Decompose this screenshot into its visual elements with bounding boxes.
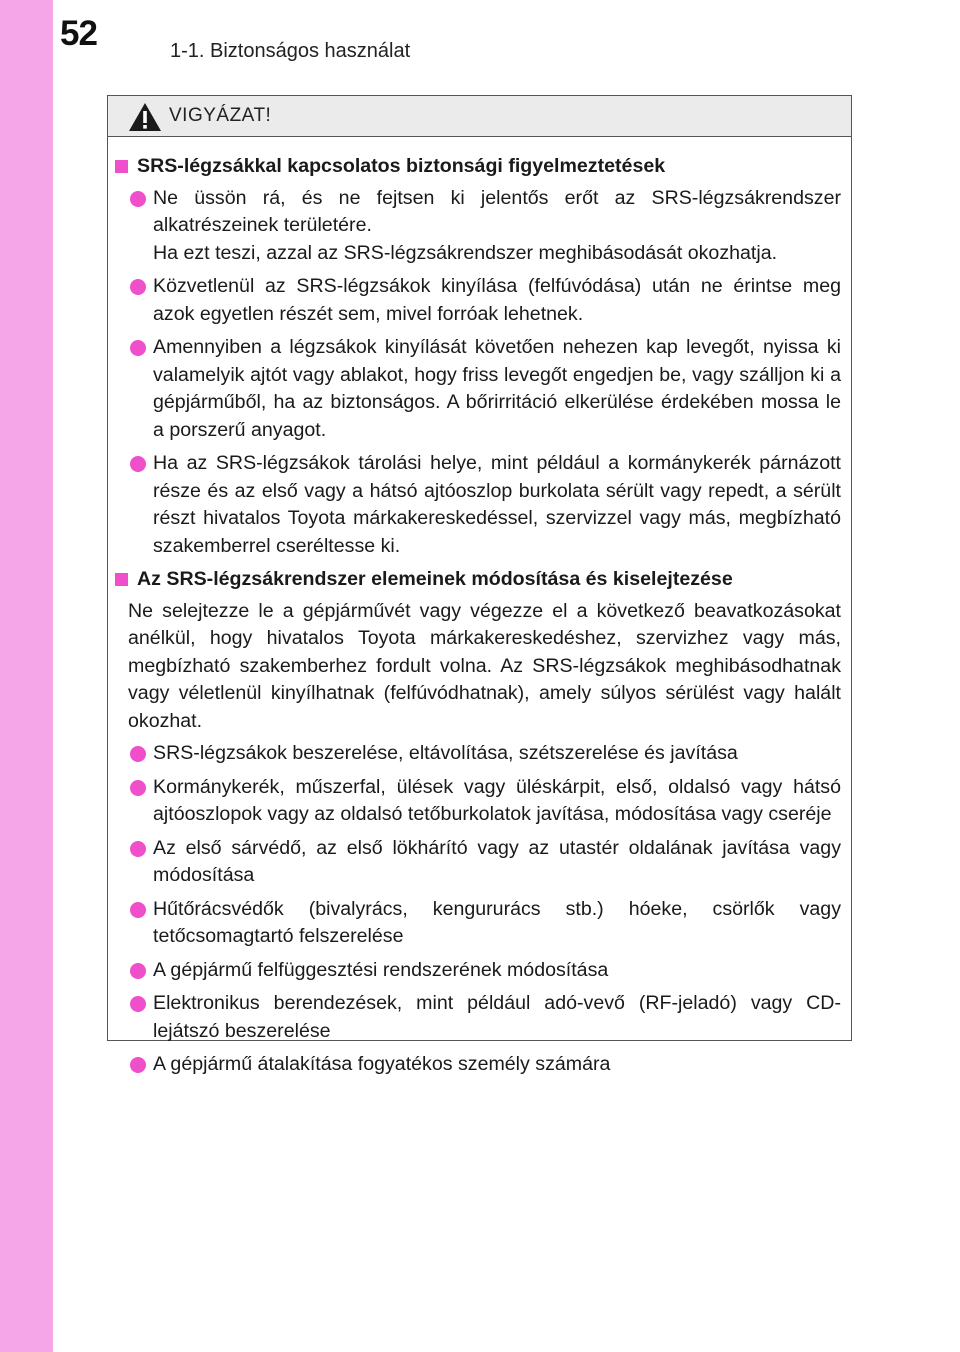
section-title: 1-1. Biztonságos használat <box>170 40 411 62</box>
caution-title: VIGYÁZAT! <box>169 105 272 126</box>
section-heading <box>115 153 841 181</box>
list-item <box>115 957 841 985</box>
list-item-text: Ha az SRS-légzsákok tárolási helye, mint például a kormánykerék párnázott része és az első vagy a hátsó ajtóoszlop burkolata sérült vagy repedt, a sérült részt hivatalos Toyota márkakereskedéssel, szervizzel vagy más, megbízható szakemberrel cseréltesse ki. <box>153 452 841 557</box>
list-item-extra: Ha ezt teszi, azzal az SRS-légzsákrendszer meghibásodását okozhatja. <box>153 241 778 264</box>
list-item-text: Közvetlenül az SRS-légzsákok kinyílása (felfúvódása) után ne érintse meg azok egyetlen részét sem, mivel forróak lehetnek. <box>153 275 841 325</box>
section-heading <box>115 566 841 594</box>
list-item <box>115 835 841 890</box>
list-item-text: A gépjármű átalakítása fogyatékos személy számára <box>153 1053 611 1075</box>
list-item <box>115 273 841 328</box>
list-item <box>115 185 841 268</box>
list-item <box>115 1051 841 1079</box>
caution-box <box>107 95 852 1075</box>
list-item-text: Kormánykerék, műszerfal, ülések vagy üléskárpit, első, oldalsó vagy hátsó ajtóoszlopok vagy az oldalsó tetőburkolatok javítása, módosítása vagy cseréje <box>153 775 841 825</box>
circle-bullet-icon <box>130 456 146 472</box>
circle-bullet-icon <box>130 340 146 356</box>
square-bullet-icon <box>115 160 128 173</box>
list-item <box>115 450 841 560</box>
list-item <box>115 774 841 829</box>
list-item <box>115 334 841 444</box>
list-item <box>115 896 841 951</box>
square-bullet-icon <box>115 573 128 586</box>
list-item-text: Az első sárvédő, az első lökhárító vagy az utastér oldalának javítása vagy módosítása <box>153 836 841 886</box>
warning-triangle-icon <box>128 102 162 132</box>
caution-body <box>108 137 851 1079</box>
list-item-text: Hűtőrácsvédők (bivalyrács, kengururács stb.) hóeke, csörlők vagy tetőcsomagtartó felszerelése <box>153 897 841 947</box>
list-item-text: Amennyiben a légzsákok kinyílását követően nehezen kap levegőt, nyissa ki valamelyik ajtót vagy ablakot, hogy friss levegőt engedjen be, vagy szálljon ki a gépjárműből, ha az biztonságos. A bőrirritáció elkerülése érdekében mossa le a porszerű anyagot. <box>153 336 841 441</box>
list-item-text: A gépjármű felfüggesztési rendszerének módosítása <box>153 958 609 981</box>
list-item-text: Ne üssön rá, és ne fejtsen ki jelentős erőt az SRS-légzsákrendszer alkatrészeinek területére. <box>153 186 841 236</box>
caution-header <box>108 96 851 137</box>
circle-bullet-icon <box>130 841 146 857</box>
side-tab-strip <box>0 0 53 1352</box>
circle-bullet-icon <box>130 996 146 1012</box>
list-item <box>115 740 841 768</box>
circle-bullet-icon <box>130 963 146 979</box>
section-paragraph: Ne selejtezze le a gépjárművét vagy végezze el a következő beavatkozásokat anélkül, hogy hivatalos Toyota márkakereskedéshez, szervizhez vagy más, megbízható szakemberhez fordult volna. Az SRS-légzsákok meghibásodhatnak vagy véletlenül kinyílhatnak (felfúvódhatnak), amely súlyos sérülést vagy halált okozhat. <box>128 599 841 732</box>
circle-bullet-icon <box>130 746 146 762</box>
circle-bullet-icon <box>130 780 146 796</box>
circle-bullet-icon <box>130 279 146 295</box>
list-item-text: Elektronikus berendezések, mint például adó-vevő (RF-jeladó) vagy CD-lejátszó beszerelése <box>153 992 841 1042</box>
heading-text: SRS-légzsákkal kapcsolatos biztonsági figyelmeztetések <box>137 155 666 177</box>
list-item-text: SRS-légzsákok beszerelése, eltávolítása, szétszerelése és javítása <box>153 742 738 764</box>
circle-bullet-icon <box>130 902 146 918</box>
heading-text: Az SRS-légzsákrendszer elemeinek módosítása és kiselejtezése <box>137 568 733 590</box>
circle-bullet-icon <box>130 1057 146 1073</box>
circle-bullet-icon <box>130 191 146 207</box>
page-number: 52 <box>60 14 97 53</box>
list-item <box>115 990 841 1045</box>
